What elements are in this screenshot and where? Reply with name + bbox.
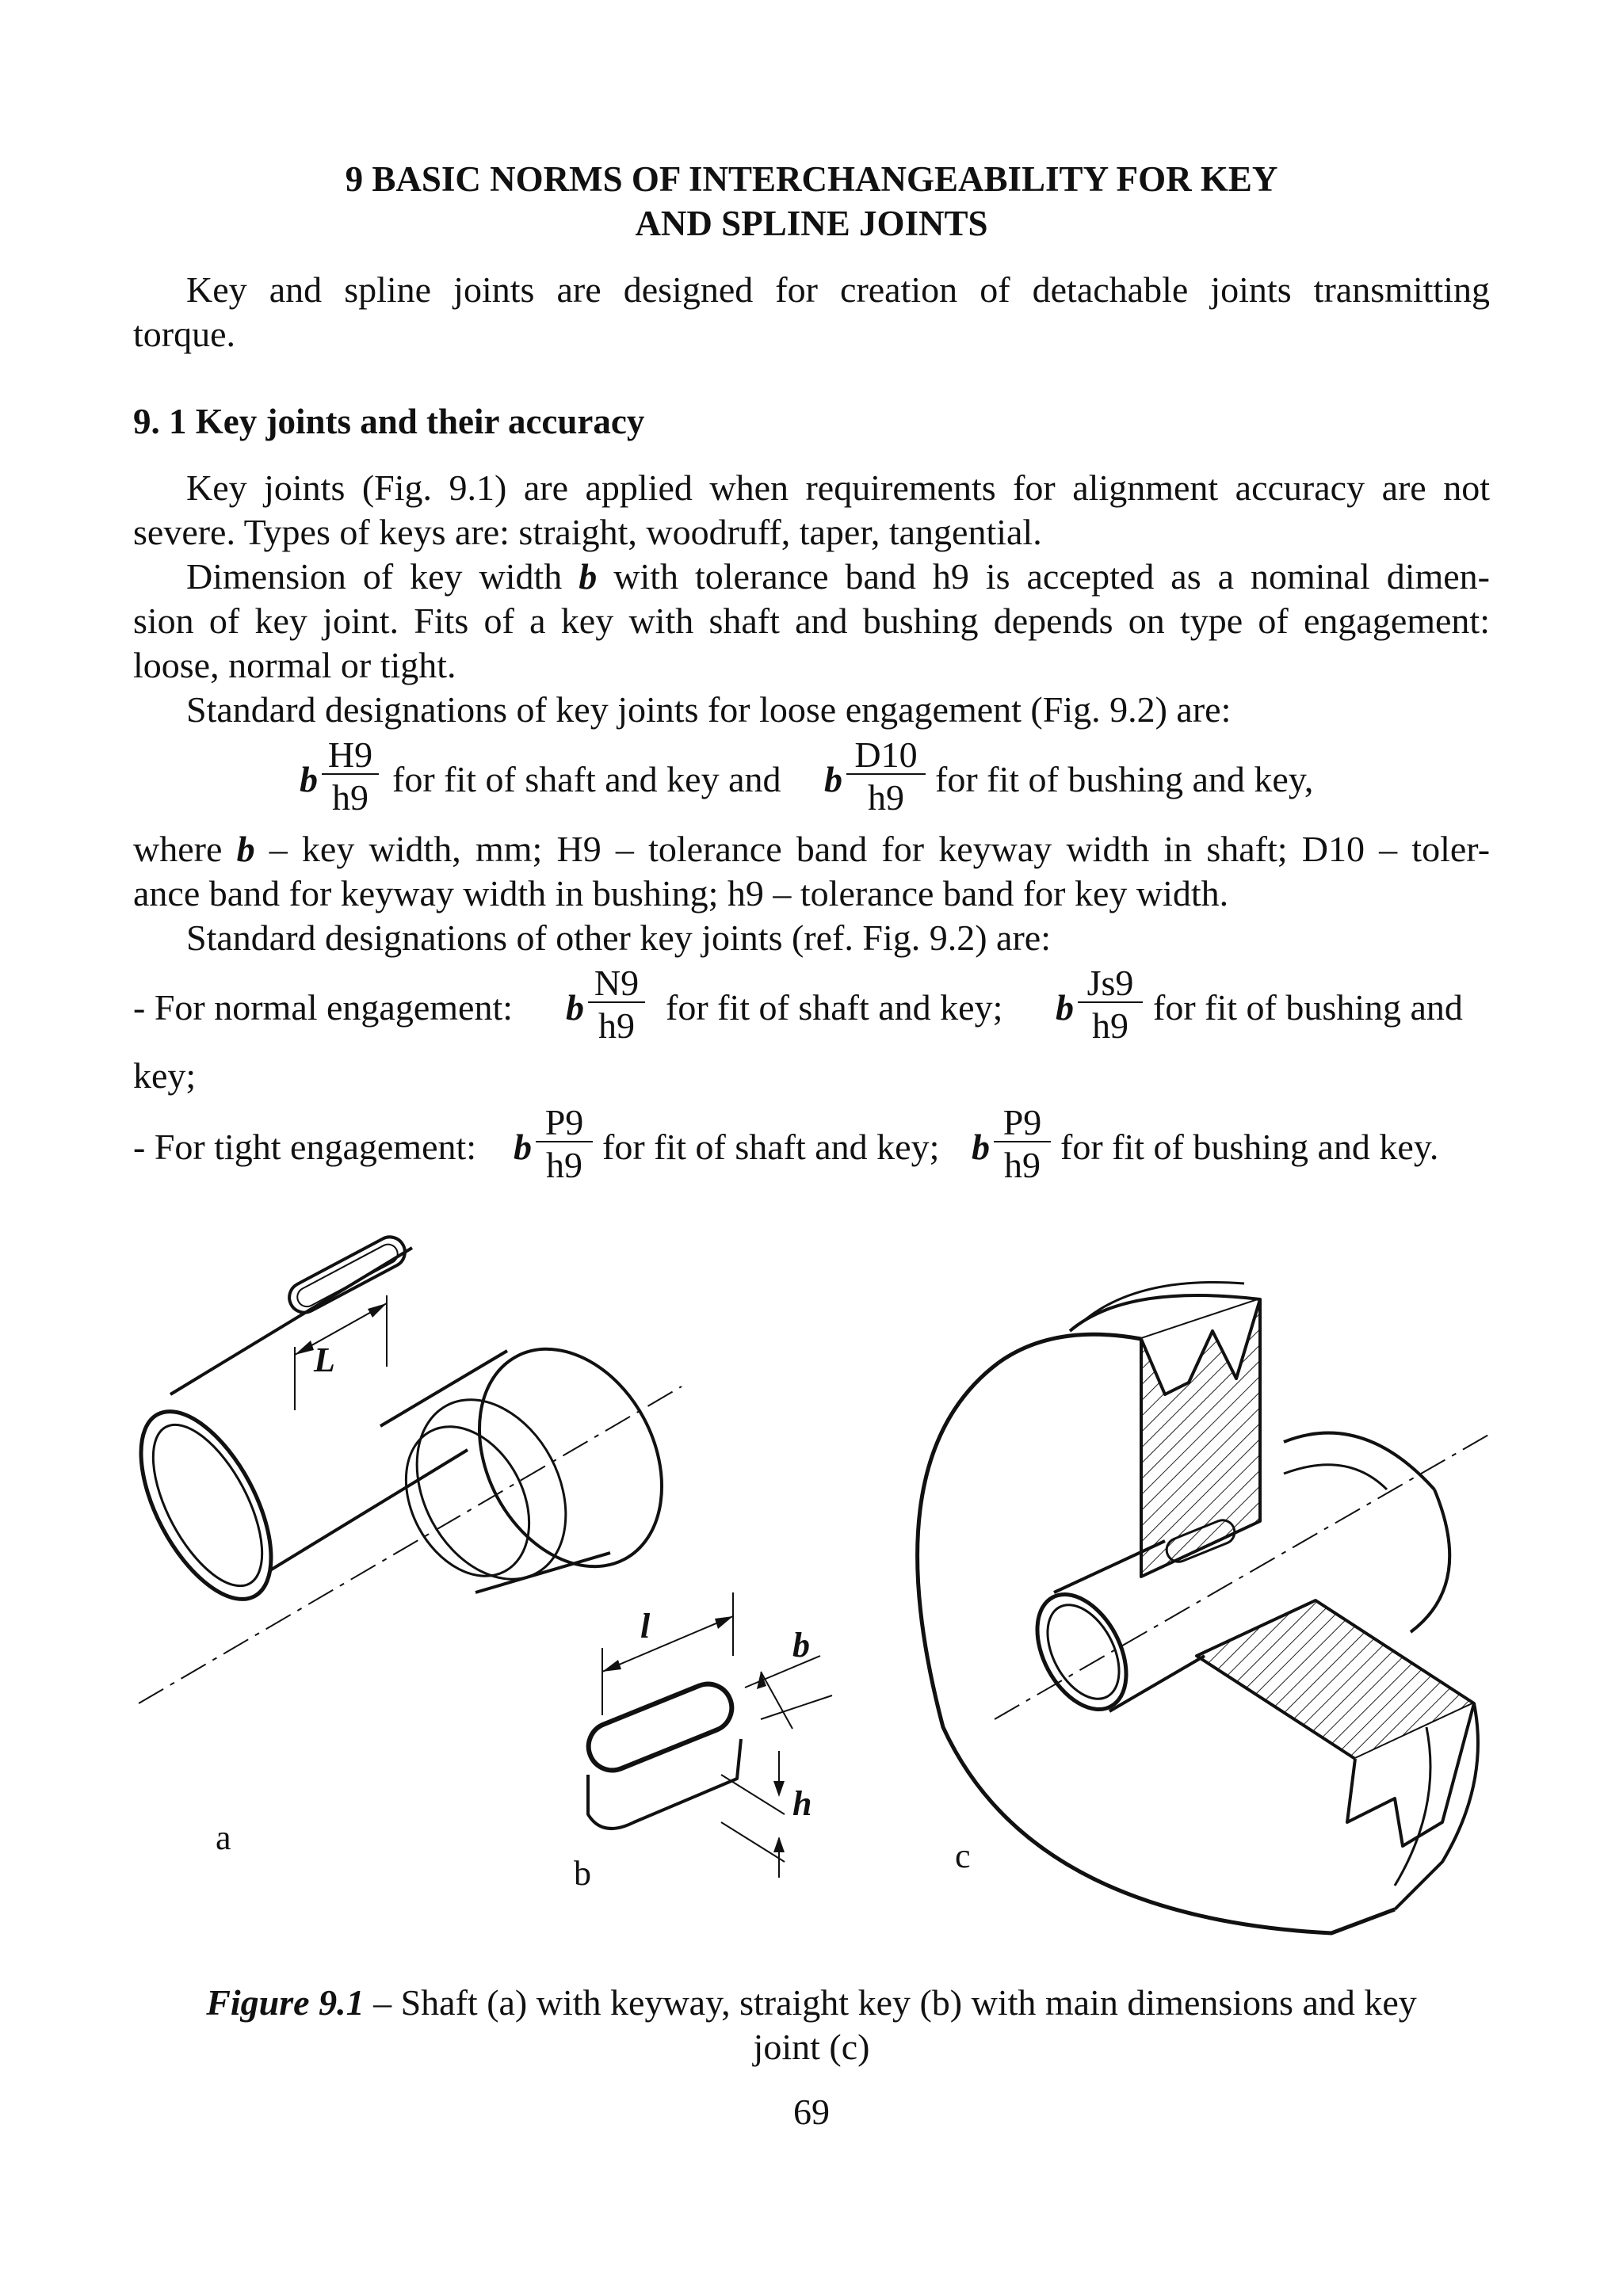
loose-b2: b <box>824 759 842 799</box>
normal-f2-den: h9 <box>1092 1005 1128 1046</box>
shaft-drawing <box>114 1232 698 1703</box>
section-title: 9. 1 Key joints and their accuracy <box>133 402 645 441</box>
tight-f2-num: P9 <box>994 1104 1051 1142</box>
para2-b-symbol: b <box>579 556 598 597</box>
figure-label-h: h <box>792 1784 812 1823</box>
figure-caption-line2: joint (c) <box>753 2027 870 2067</box>
page-number: 69 <box>793 2092 830 2132</box>
normal-line2: key; <box>133 1055 197 1096</box>
figure-caption-number: Figure 9.1 <box>206 1982 365 2023</box>
loose-text-2: for fit of bushing and key, <box>935 759 1314 799</box>
normal-f1-den: h9 <box>598 1005 635 1046</box>
tight-b2: b <box>972 1127 990 1167</box>
keyway-slot-inner <box>294 1241 401 1310</box>
loose-f2-num: D10 <box>846 737 926 775</box>
para1-line1: Key joints (Fig. 9.1) are applied when requirements for alignment accuracy are not <box>186 467 1490 508</box>
loose-b1: b <box>300 759 318 799</box>
para2-text-b: with tolerance band h9 is accepted as a nominal dimen- <box>613 556 1490 597</box>
collar-bottom-edge <box>475 1553 610 1592</box>
dimension-l-line <box>602 1616 733 1672</box>
where-line2: ance band for keyway width in bushing; h9 – tolerance band for key width. <box>133 873 1229 913</box>
tight-text-2: for fit of bushing and key. <box>1060 1127 1439 1167</box>
loose-f2-den: h9 <box>868 777 904 818</box>
where-b-symbol: b <box>236 829 255 869</box>
figure-sublabel-b: b <box>574 1854 591 1893</box>
tight-f2-den: h9 <box>1004 1145 1041 1185</box>
where-word: where <box>133 829 223 869</box>
normal-text-1: for fit of shaft and key; <box>666 987 1003 1028</box>
tight-text-1: for fit of shaft and key; <box>602 1127 940 1167</box>
normal-f1-num: N9 <box>588 965 645 1003</box>
tight-f1-den: h9 <box>546 1145 582 1185</box>
normal-b2: b <box>1056 987 1074 1028</box>
intro-line2: torque. <box>133 314 236 354</box>
loose-f1-den: h9 <box>332 777 369 818</box>
where-text: – key width, mm; H9 – tolerance band for keyway width in shaft; D10 – toler- <box>269 829 1491 869</box>
tight-b1: b <box>514 1127 532 1167</box>
tight-label: - For tight engagement: <box>133 1127 477 1167</box>
para2-line2: sion of key joint. Fits of a key with shaft and bushing depends on type of engagement: <box>133 601 1490 641</box>
figure-caption-text: – Shaft (a) with keyway, straight key (b) with main dimensions and key <box>364 1982 1417 2023</box>
normal-b1: b <box>566 987 584 1028</box>
tight-f1-num: P9 <box>536 1104 593 1142</box>
normal-text-2: for fit of bushing and <box>1153 987 1463 1028</box>
figure-sublabel-a: a <box>216 1818 231 1857</box>
figure-label-L: L <box>314 1341 335 1379</box>
para2-text-a: Dimension of key width <box>186 556 563 597</box>
intro-line1: Key and spline joints are designed for creation of detachable joints transmitting <box>186 269 1490 310</box>
shaft-collar-end <box>443 1318 698 1599</box>
figure-label-l: l <box>640 1607 651 1646</box>
loose-text-1: for fit of shaft and key and <box>392 759 781 799</box>
loose-f1-num: H9 <box>322 737 379 775</box>
chapter-heading-line1: 9 BASIC NORMS OF INTERCHANGEABILITY FOR KEY <box>345 159 1278 199</box>
figure-sublabel-c: c <box>955 1836 971 1875</box>
figure-label-b: b <box>792 1626 810 1665</box>
key-top-face <box>582 1677 739 1778</box>
shaft-top-edge <box>170 1248 412 1394</box>
normal-f2-num: Js9 <box>1078 965 1143 1003</box>
shaft-end-face <box>114 1391 298 1619</box>
para2-line3: loose, normal or tight. <box>133 645 456 685</box>
key-joint-drawing <box>918 1282 1490 1933</box>
figure-caption-line1 <box>0 1981 1623 2025</box>
chapter-heading-line2: AND SPLINE JOINTS <box>635 204 988 243</box>
normal-label: - For normal engagement: <box>133 987 514 1028</box>
para1-line2: severe. Types of keys are: straight, woodruff, taper, tangential. <box>133 512 1042 552</box>
para4-line1: Standard designations of other key joints (ref. Fig. 9.2) are: <box>186 917 1051 958</box>
dimension-b-line <box>761 1672 792 1729</box>
para3-line1: Standard designations of key joints for loose engagement (Fig. 9.2) are: <box>186 689 1232 730</box>
